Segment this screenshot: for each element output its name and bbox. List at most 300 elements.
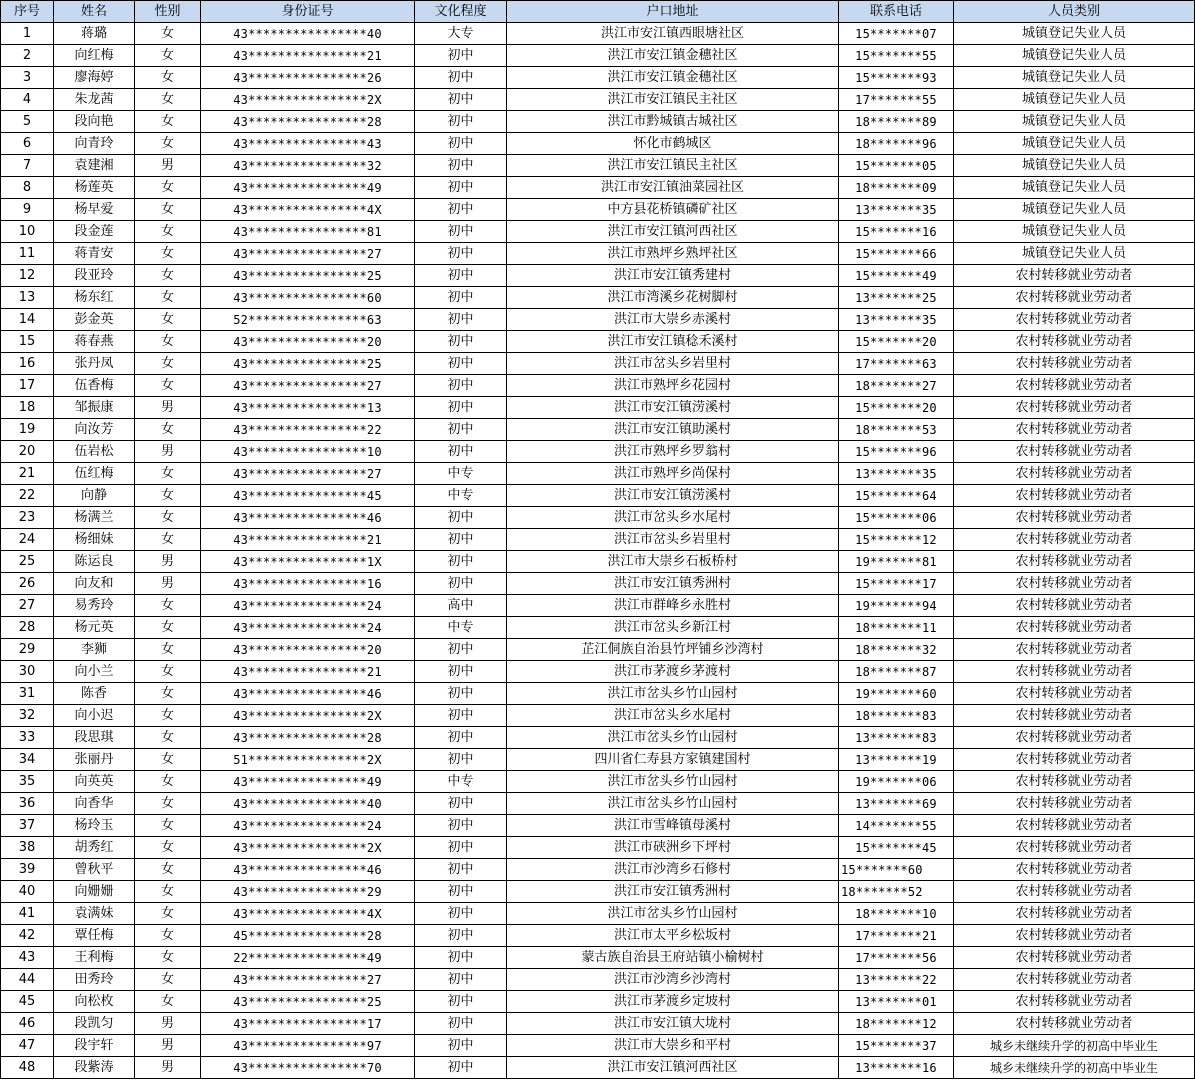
cell-address: 洪江市熟坪乡花园村 (507, 375, 839, 397)
cell-id-number: 43****************27 (201, 463, 415, 485)
cell-category: 农村转移就业劳动者 (954, 573, 1195, 595)
cell-index: 48 (1, 1057, 54, 1079)
cell-index: 43 (1, 947, 54, 969)
cell-category: 农村转移就业劳动者 (954, 485, 1195, 507)
cell-id-number: 43****************2X (201, 837, 415, 859)
cell-gender: 女 (135, 771, 201, 793)
cell-name: 张丹凤 (54, 353, 135, 375)
cell-index: 6 (1, 133, 54, 155)
cell-index: 24 (1, 529, 54, 551)
cell-phone: 18*******83 (839, 705, 954, 727)
cell-phone: 15*******20 (839, 397, 954, 419)
cell-address: 洪江市安江镇大垅村 (507, 1013, 839, 1035)
cell-education: 初中 (415, 727, 507, 749)
table-row (1, 881, 1195, 903)
table-row (1, 903, 1195, 925)
table-row (1, 155, 1195, 177)
cell-education: 初中 (415, 881, 507, 903)
cell-education: 初中 (415, 507, 507, 529)
cell-category: 城镇登记失业人员 (954, 221, 1195, 243)
cell-name: 胡秀红 (54, 837, 135, 859)
cell-id-number: 43****************21 (201, 661, 415, 683)
cell-gender: 女 (135, 661, 201, 683)
cell-gender: 女 (135, 639, 201, 661)
cell-index: 2 (1, 45, 54, 67)
cell-address: 洪江市安江镇民主社区 (507, 155, 839, 177)
cell-gender: 女 (135, 221, 201, 243)
cell-address: 四川省仁寿县方家镇建国村 (507, 749, 839, 771)
cell-index: 20 (1, 441, 54, 463)
cell-education: 中专 (415, 617, 507, 639)
cell-education: 大专 (415, 23, 507, 45)
cell-gender: 女 (135, 859, 201, 881)
cell-index: 46 (1, 1013, 54, 1035)
cell-index: 35 (1, 771, 54, 793)
cell-category: 农村转移就业劳动者 (954, 507, 1195, 529)
cell-index: 22 (1, 485, 54, 507)
cell-education: 初中 (415, 419, 507, 441)
table-row (1, 309, 1195, 331)
cell-address: 洪江市安江镇河西社区 (507, 1057, 839, 1079)
cell-category: 城乡未继续升学的初高中毕业生 (954, 1035, 1195, 1057)
table-row (1, 727, 1195, 749)
cell-category: 农村转移就业劳动者 (954, 595, 1195, 617)
cell-phone: 19*******94 (839, 595, 954, 617)
cell-index: 12 (1, 265, 54, 287)
cell-address: 洪江市岔头乡竹山园村 (507, 793, 839, 815)
cell-gender: 女 (135, 67, 201, 89)
cell-gender: 女 (135, 947, 201, 969)
cell-education: 中专 (415, 771, 507, 793)
cell-id-number: 43****************21 (201, 45, 415, 67)
cell-address: 洪江市岔头乡竹山园村 (507, 727, 839, 749)
cell-category: 农村转移就业劳动者 (954, 265, 1195, 287)
cell-id-number: 43****************17 (201, 1013, 415, 1035)
cell-education: 初中 (415, 639, 507, 661)
cell-id-number: 43****************49 (201, 177, 415, 199)
cell-education: 初中 (415, 375, 507, 397)
cell-address: 芷江侗族自治县竹坪铺乡沙湾村 (507, 639, 839, 661)
cell-name: 段凯匀 (54, 1013, 135, 1035)
cell-name: 段金莲 (54, 221, 135, 243)
cell-name: 向姗姗 (54, 881, 135, 903)
cell-name: 杨莲英 (54, 177, 135, 199)
cell-address: 洪江市岔头乡竹山园村 (507, 683, 839, 705)
cell-id-number: 43****************16 (201, 573, 415, 595)
cell-index: 19 (1, 419, 54, 441)
cell-category: 农村转移就业劳动者 (954, 947, 1195, 969)
cell-phone: 13*******19 (839, 749, 954, 771)
cell-education: 初中 (415, 903, 507, 925)
cell-id-number: 45****************28 (201, 925, 415, 947)
cell-education: 初中 (415, 947, 507, 969)
cell-name: 王利梅 (54, 947, 135, 969)
cell-name: 蒋青安 (54, 243, 135, 265)
cell-id-number: 52****************63 (201, 309, 415, 331)
table-row (1, 419, 1195, 441)
cell-phone: 18*******09 (839, 177, 954, 199)
cell-index: 9 (1, 199, 54, 221)
cell-name: 向小兰 (54, 661, 135, 683)
cell-phone: 18*******53 (839, 419, 954, 441)
cell-gender: 女 (135, 89, 201, 111)
cell-name: 向小迟 (54, 705, 135, 727)
cell-address: 洪江市岔头乡岩里村 (507, 353, 839, 375)
cell-gender: 女 (135, 727, 201, 749)
cell-category: 农村转移就业劳动者 (954, 881, 1195, 903)
cell-name: 向汝芳 (54, 419, 135, 441)
cell-education: 初中 (415, 177, 507, 199)
table-row (1, 969, 1195, 991)
cell-category: 农村转移就业劳动者 (954, 331, 1195, 353)
cell-id-number: 43****************27 (201, 375, 415, 397)
cell-name: 向英英 (54, 771, 135, 793)
cell-id-number: 43****************28 (201, 727, 415, 749)
cell-id-number: 43****************24 (201, 617, 415, 639)
cell-id-number: 43****************49 (201, 771, 415, 793)
cell-id-number: 43****************25 (201, 353, 415, 375)
cell-phone: 13*******35 (839, 199, 954, 221)
cell-index: 8 (1, 177, 54, 199)
cell-index: 18 (1, 397, 54, 419)
table-row (1, 199, 1195, 221)
cell-phone: 13*******22 (839, 969, 954, 991)
cell-education: 初中 (415, 661, 507, 683)
cell-name: 陈香 (54, 683, 135, 705)
table-row (1, 749, 1195, 771)
cell-id-number: 43****************46 (201, 859, 415, 881)
cell-gender: 女 (135, 463, 201, 485)
cell-category: 城镇登记失业人员 (954, 45, 1195, 67)
table-row (1, 705, 1195, 727)
cell-gender: 男 (135, 573, 201, 595)
cell-phone: 18*******12 (839, 1013, 954, 1035)
cell-address: 洪江市安江镇民主社区 (507, 89, 839, 111)
cell-gender: 女 (135, 969, 201, 991)
cell-address: 洪江市岔头乡竹山园村 (507, 903, 839, 925)
cell-category: 农村转移就业劳动者 (954, 397, 1195, 419)
cell-address: 洪江市安江镇助溪村 (507, 419, 839, 441)
cell-phone: 15*******93 (839, 67, 954, 89)
table-row (1, 485, 1195, 507)
cell-name: 杨细妹 (54, 529, 135, 551)
cell-id-number: 43****************25 (201, 265, 415, 287)
cell-gender: 女 (135, 507, 201, 529)
table-row (1, 375, 1195, 397)
cell-phone: 18*******32 (839, 639, 954, 661)
cell-education: 初中 (415, 529, 507, 551)
cell-address: 怀化市鹤城区 (507, 133, 839, 155)
cell-id-number: 43****************27 (201, 969, 415, 991)
cell-phone: 18*******96 (839, 133, 954, 155)
cell-name: 张丽丹 (54, 749, 135, 771)
cell-phone: 19*******06 (839, 771, 954, 793)
cell-education: 初中 (415, 1013, 507, 1035)
cell-category: 农村转移就业劳动者 (954, 771, 1195, 793)
cell-education: 初中 (415, 793, 507, 815)
cell-category: 农村转移就业劳动者 (954, 859, 1195, 881)
cell-name: 覃任梅 (54, 925, 135, 947)
cell-index: 29 (1, 639, 54, 661)
cell-category: 农村转移就业劳动者 (954, 991, 1195, 1013)
cell-address: 洪江市黔城镇古城社区 (507, 111, 839, 133)
cell-category: 农村转移就业劳动者 (954, 441, 1195, 463)
cell-name: 曾秋平 (54, 859, 135, 881)
cell-name: 杨东红 (54, 287, 135, 309)
cell-education: 初中 (415, 441, 507, 463)
table-row (1, 331, 1195, 353)
cell-id-number: 43****************13 (201, 397, 415, 419)
cell-index: 25 (1, 551, 54, 573)
cell-address: 洪江市岔头乡岩里村 (507, 529, 839, 551)
cell-name: 伍香梅 (54, 375, 135, 397)
cell-category: 农村转移就业劳动者 (954, 661, 1195, 683)
table-row (1, 353, 1195, 375)
cell-name: 向友和 (54, 573, 135, 595)
cell-name: 朱龙茜 (54, 89, 135, 111)
cell-phone: 15*******06 (839, 507, 954, 529)
table-row (1, 67, 1195, 89)
cell-address: 洪江市岔头乡新江村 (507, 617, 839, 639)
cell-gender: 女 (135, 617, 201, 639)
cell-phone: 19*******81 (839, 551, 954, 573)
cell-category: 农村转移就业劳动者 (954, 727, 1195, 749)
cell-category: 农村转移就业劳动者 (954, 793, 1195, 815)
cell-category: 农村转移就业劳动者 (954, 639, 1195, 661)
cell-education: 初中 (415, 265, 507, 287)
cell-phone: 17*******56 (839, 947, 954, 969)
cell-education: 初中 (415, 705, 507, 727)
cell-id-number: 51****************2X (201, 749, 415, 771)
cell-category: 农村转移就业劳动者 (954, 749, 1195, 771)
cell-id-number: 43****************29 (201, 881, 415, 903)
table-row (1, 287, 1195, 309)
cell-gender: 女 (135, 353, 201, 375)
cell-education: 初中 (415, 749, 507, 771)
cell-index: 41 (1, 903, 54, 925)
cell-gender: 女 (135, 265, 201, 287)
cell-gender: 女 (135, 925, 201, 947)
cell-index: 11 (1, 243, 54, 265)
cell-education: 初中 (415, 859, 507, 881)
cell-name: 易秀玲 (54, 595, 135, 617)
cell-name: 袁建湘 (54, 155, 135, 177)
cell-id-number: 43****************81 (201, 221, 415, 243)
cell-category: 农村转移就业劳动者 (954, 529, 1195, 551)
cell-id-number: 43****************2X (201, 705, 415, 727)
cell-index: 31 (1, 683, 54, 705)
cell-category: 农村转移就业劳动者 (954, 705, 1195, 727)
header-category: 人员类别 (954, 1, 1195, 23)
cell-phone: 17*******63 (839, 353, 954, 375)
cell-education: 初中 (415, 837, 507, 859)
header-index: 序号 (1, 1, 54, 23)
cell-education: 初中 (415, 221, 507, 243)
cell-index: 7 (1, 155, 54, 177)
cell-gender: 女 (135, 595, 201, 617)
cell-name: 杨玲玉 (54, 815, 135, 837)
cell-education: 初中 (415, 287, 507, 309)
table-row (1, 661, 1195, 683)
cell-phone: 13*******25 (839, 287, 954, 309)
cell-education: 初中 (415, 331, 507, 353)
cell-phone: 15*******66 (839, 243, 954, 265)
table-header-row (1, 1, 1195, 23)
cell-category: 农村转移就业劳动者 (954, 463, 1195, 485)
table-row (1, 1057, 1195, 1079)
cell-phone: 13*******16 (839, 1057, 954, 1079)
cell-category: 农村转移就业劳动者 (954, 925, 1195, 947)
table-row (1, 1035, 1195, 1057)
table-row (1, 243, 1195, 265)
cell-index: 33 (1, 727, 54, 749)
cell-category: 城镇登记失业人员 (954, 199, 1195, 221)
cell-education: 高中 (415, 595, 507, 617)
cell-gender: 女 (135, 331, 201, 353)
cell-gender: 男 (135, 1057, 201, 1079)
cell-education: 初中 (415, 309, 507, 331)
cell-education: 初中 (415, 89, 507, 111)
cell-category: 城镇登记失业人员 (954, 111, 1195, 133)
cell-address: 中方县花桥镇磷矿社区 (507, 199, 839, 221)
cell-gender: 女 (135, 903, 201, 925)
cell-index: 4 (1, 89, 54, 111)
cell-education: 初中 (415, 45, 507, 67)
cell-index: 44 (1, 969, 54, 991)
header-id-number: 身份证号 (201, 1, 415, 23)
cell-category: 农村转移就业劳动者 (954, 375, 1195, 397)
cell-education: 初中 (415, 551, 507, 573)
cell-phone: 13*******35 (839, 309, 954, 331)
cell-name: 李狮 (54, 639, 135, 661)
cell-index: 36 (1, 793, 54, 815)
table-row (1, 397, 1195, 419)
table-row (1, 595, 1195, 617)
cell-gender: 女 (135, 199, 201, 221)
cell-id-number: 43****************43 (201, 133, 415, 155)
cell-category: 农村转移就业劳动者 (954, 837, 1195, 859)
cell-id-number: 43****************4X (201, 199, 415, 221)
cell-id-number: 43****************2X (201, 89, 415, 111)
cell-address: 洪江市熟坪乡熟坪社区 (507, 243, 839, 265)
cell-phone: 15*******12 (839, 529, 954, 551)
table-row (1, 441, 1195, 463)
cell-phone: 13*******01 (839, 991, 954, 1013)
cell-gender: 男 (135, 397, 201, 419)
cell-id-number: 43****************20 (201, 639, 415, 661)
cell-education: 初中 (415, 155, 507, 177)
cell-index: 5 (1, 111, 54, 133)
cell-address: 洪江市安江镇涝溪村 (507, 397, 839, 419)
cell-id-number: 43****************24 (201, 595, 415, 617)
table-row (1, 133, 1195, 155)
cell-education: 初中 (415, 969, 507, 991)
table-row (1, 815, 1195, 837)
cell-education: 初中 (415, 67, 507, 89)
cell-category: 农村转移就业劳动者 (954, 309, 1195, 331)
cell-address: 洪江市雪峰镇母溪村 (507, 815, 839, 837)
cell-gender: 女 (135, 309, 201, 331)
cell-id-number: 43****************21 (201, 529, 415, 551)
cell-index: 40 (1, 881, 54, 903)
cell-id-number: 43****************24 (201, 815, 415, 837)
table-row (1, 683, 1195, 705)
cell-phone: 15*******16 (839, 221, 954, 243)
table-row (1, 89, 1195, 111)
cell-id-number: 22****************49 (201, 947, 415, 969)
cell-education: 初中 (415, 1057, 507, 1079)
cell-category: 城乡未继续升学的初高中毕业生 (954, 1057, 1195, 1079)
cell-phone: 15*******64 (839, 485, 954, 507)
cell-address: 洪江市熟坪乡罗翁村 (507, 441, 839, 463)
table-row (1, 617, 1195, 639)
header-address: 户口地址 (507, 1, 839, 23)
table-row (1, 771, 1195, 793)
cell-name: 段思琪 (54, 727, 135, 749)
cell-gender: 女 (135, 837, 201, 859)
cell-address: 洪江市熟坪乡尚保村 (507, 463, 839, 485)
cell-index: 10 (1, 221, 54, 243)
cell-gender: 女 (135, 45, 201, 67)
cell-name: 邹振康 (54, 397, 135, 419)
cell-education: 初中 (415, 925, 507, 947)
cell-category: 农村转移就业劳动者 (954, 353, 1195, 375)
cell-gender: 女 (135, 793, 201, 815)
cell-id-number: 43****************27 (201, 243, 415, 265)
cell-index: 47 (1, 1035, 54, 1057)
cell-id-number: 43****************60 (201, 287, 415, 309)
cell-education: 初中 (415, 815, 507, 837)
cell-name: 向红梅 (54, 45, 135, 67)
cell-category: 农村转移就业劳动者 (954, 683, 1195, 705)
cell-index: 28 (1, 617, 54, 639)
cell-index: 39 (1, 859, 54, 881)
cell-name: 彭金英 (54, 309, 135, 331)
cell-phone: 17*******21 (839, 925, 954, 947)
cell-name: 杨早爱 (54, 199, 135, 221)
table-row (1, 529, 1195, 551)
table-row (1, 1013, 1195, 1035)
cell-gender: 女 (135, 133, 201, 155)
cell-name: 向松枚 (54, 991, 135, 1013)
cell-id-number: 43****************45 (201, 485, 415, 507)
table-row (1, 23, 1195, 45)
cell-gender: 男 (135, 155, 201, 177)
cell-id-number: 43****************28 (201, 111, 415, 133)
cell-id-number: 43****************46 (201, 683, 415, 705)
cell-gender: 女 (135, 243, 201, 265)
cell-address: 洪江市安江镇秀洲村 (507, 573, 839, 595)
cell-name: 伍岩松 (54, 441, 135, 463)
cell-phone: 18*******11 (839, 617, 954, 639)
cell-phone: 13*******35 (839, 463, 954, 485)
cell-category: 城镇登记失业人员 (954, 243, 1195, 265)
cell-index: 27 (1, 595, 54, 617)
table-body (1, 23, 1195, 1079)
cell-category: 农村转移就业劳动者 (954, 815, 1195, 837)
cell-address: 洪江市茅渡乡定坡村 (507, 991, 839, 1013)
cell-id-number: 43****************26 (201, 67, 415, 89)
cell-id-number: 43****************20 (201, 331, 415, 353)
header-name: 姓名 (54, 1, 135, 23)
cell-gender: 女 (135, 23, 201, 45)
cell-index: 16 (1, 353, 54, 375)
cell-category: 农村转移就业劳动者 (954, 1013, 1195, 1035)
table-row (1, 551, 1195, 573)
cell-gender: 女 (135, 111, 201, 133)
cell-id-number: 43****************1X (201, 551, 415, 573)
cell-phone: 18*******52 (839, 881, 954, 903)
